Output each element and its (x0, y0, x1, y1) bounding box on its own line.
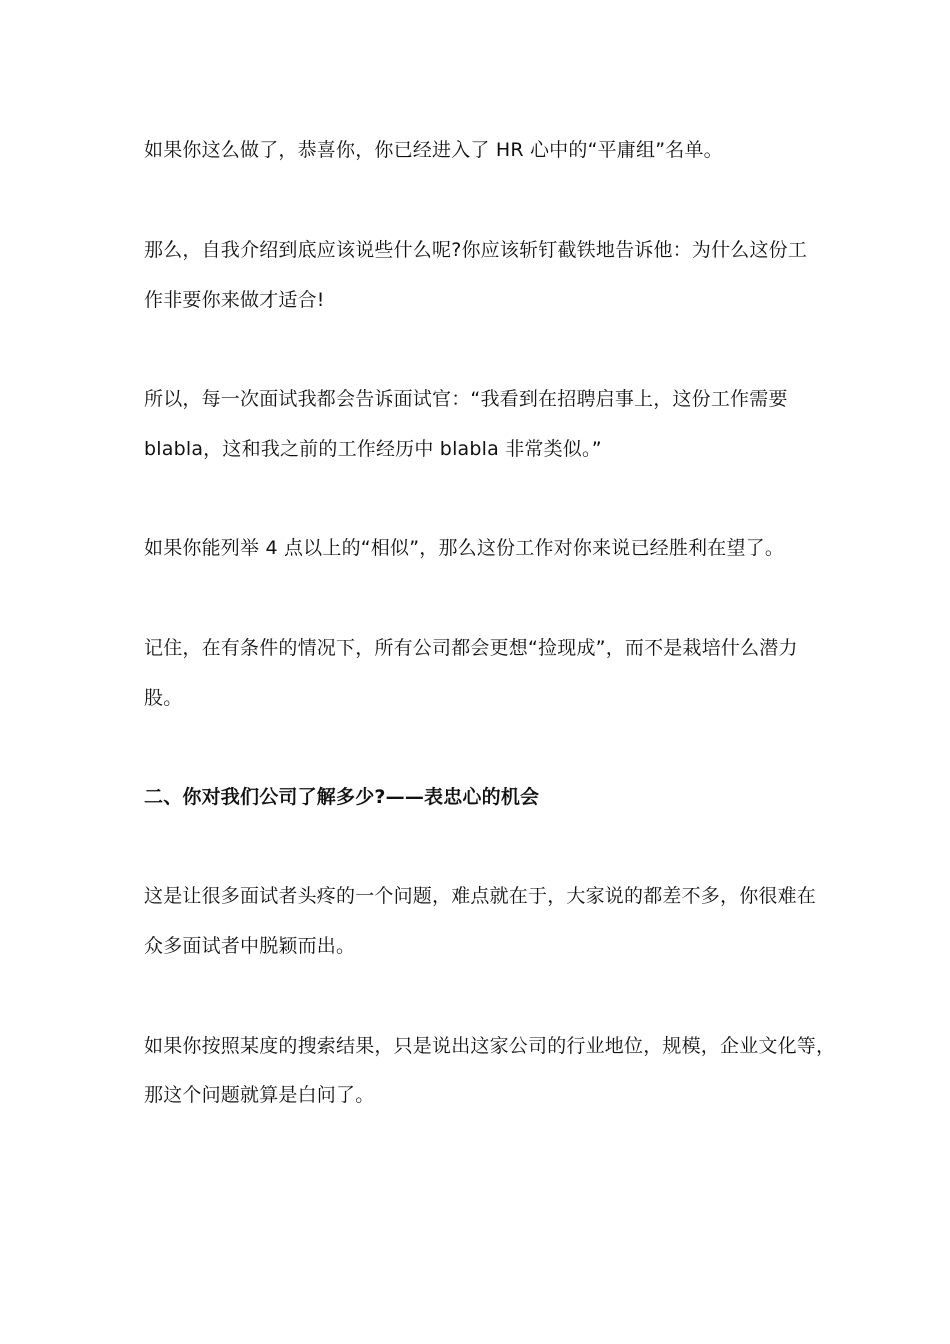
paragraph-line: 作非要你来做才适合! (144, 289, 325, 311)
paragraph-line: blabla，这和我之前的工作经历中 blabla 非常类似。” (144, 438, 602, 460)
paragraph-line: 如果你能列举 4 点以上的“相似”，那么这份工作对你来说已经胜利在望了。 (144, 537, 785, 559)
section-heading: 二、你对我们公司了解多少?——表忠心的机会 (144, 786, 540, 808)
paragraph-line: 股。 (144, 687, 183, 709)
paragraph-line: 那么，自我介绍到底应该说些什么呢?你应该斩钉截铁地告诉他：为什么这份工 (144, 239, 808, 261)
paragraph-line: 记住，在有条件的情况下，所有公司都会更想“捡现成”，而不是栽培什么潜力 (144, 637, 798, 659)
paragraph-line: 众多面试者中脱颖而出。 (144, 935, 356, 957)
paragraph-line: 所以，每一次面试我都会告诉面试官：“我看到在招聘启事上，这份工作需要 (144, 388, 788, 410)
paragraph-line: 那这个问题就算是白问了。 (144, 1084, 375, 1106)
paragraph-line: 如果你按照某度的搜索结果，只是说出这家公司的行业地位，规模，企业文化等， (144, 1035, 836, 1057)
paragraph-line: 这是让很多面试者头疼的一个问题，难点就在于，大家说的都差不多，你很难在 (144, 885, 817, 907)
paragraph-line: 如果你这么做了，恭喜你，你已经进入了 HR 心中的“平庸组”名单。 (144, 139, 723, 161)
